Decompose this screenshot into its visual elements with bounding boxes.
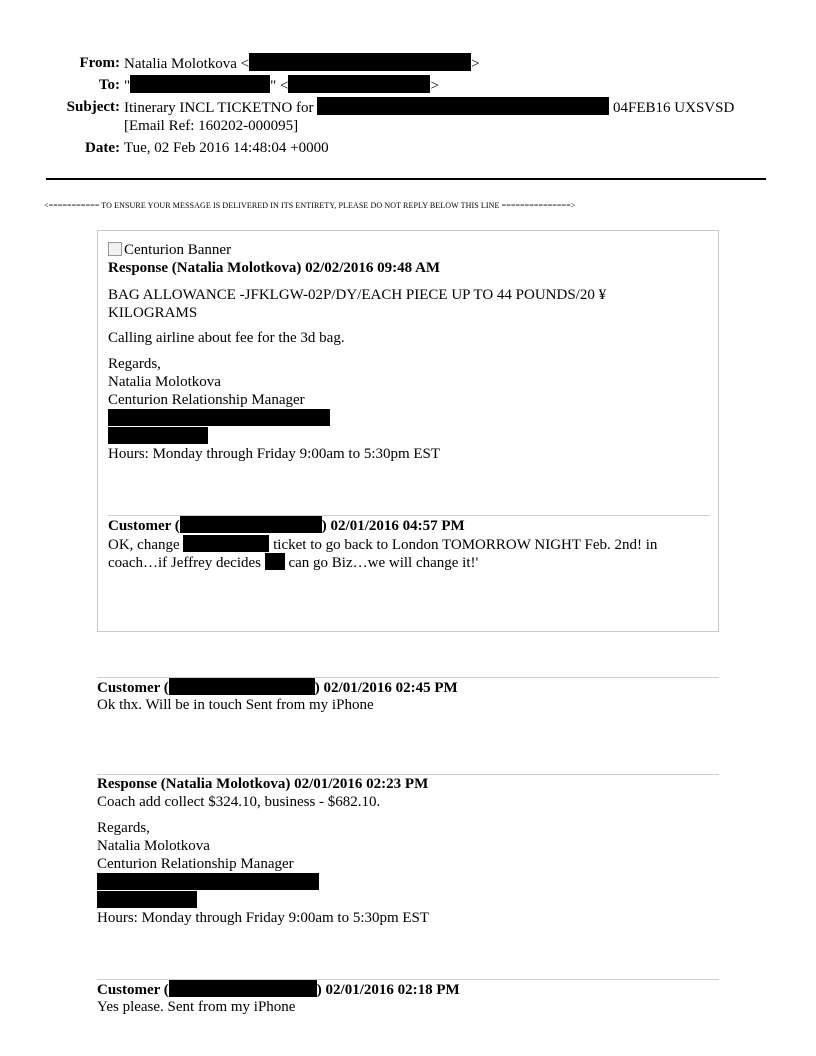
to-value bbox=[124, 75, 439, 96]
message-heading: Response (Natalia Molotkova) 02/01/2016 02:23 PM bbox=[97, 776, 429, 792]
to-row bbox=[0, 75, 816, 95]
subject-text: Itinerary INCL TICKETNO for bbox=[124, 100, 314, 116]
message-box bbox=[97, 230, 719, 632]
banner-alt-text: Centurion Banner bbox=[124, 242, 232, 258]
from-name: Natalia Molotkova < bbox=[124, 56, 250, 72]
from-end: > bbox=[471, 56, 480, 72]
subject-label: Subject: bbox=[66, 99, 120, 115]
heading-end: ) 02/01/2016 02:18 PM bbox=[316, 982, 460, 998]
message-heading bbox=[108, 516, 465, 535]
redaction-bar bbox=[97, 873, 319, 890]
message-text: ticket to go back to London TOMORROW NIGHT Feb. 2nd! in bbox=[273, 537, 658, 553]
to-end: > bbox=[430, 78, 439, 94]
signature-name: Natalia Molotkova bbox=[97, 838, 210, 854]
header-divider bbox=[46, 178, 766, 180]
date-row bbox=[0, 138, 816, 158]
message-line: KILOGRAMS bbox=[108, 305, 198, 321]
message-line: BAG ALLOWANCE -JFKLGW-02P/DY/EACH PIECE UP TO 44 POUNDS/20 ¥ bbox=[108, 287, 607, 303]
from-row bbox=[0, 53, 816, 73]
heading-start: Customer ( bbox=[97, 982, 169, 998]
message-text: OK, change bbox=[108, 537, 180, 553]
message-body: Calling airline about fee for the 3d bag. bbox=[108, 330, 345, 346]
message-heading bbox=[97, 678, 458, 697]
heading-end: ) 02/01/2016 04:57 PM bbox=[321, 518, 465, 534]
message-body: Coach add collect $324.10, business - $682.10. bbox=[97, 794, 381, 810]
subject-tail: 04FEB16 UXSVSD bbox=[613, 100, 735, 116]
message-line bbox=[108, 535, 657, 554]
message-text: coach…if Jeffrey decides bbox=[108, 555, 261, 571]
redaction-bar bbox=[130, 75, 270, 93]
subject-value bbox=[124, 97, 734, 118]
redaction-bar bbox=[288, 75, 430, 93]
heading-start: Customer ( bbox=[97, 680, 169, 696]
to-label: To: bbox=[98, 77, 120, 93]
signature-regards: Regards, bbox=[108, 356, 161, 372]
signature-title: Centurion Relationship Manager bbox=[108, 392, 305, 408]
heading-end: ) 02/01/2016 02:45 PM bbox=[314, 680, 458, 696]
to-quote-mid: " < bbox=[270, 78, 289, 94]
redaction-bar bbox=[249, 53, 471, 71]
message-body: Yes please. Sent from my iPhone bbox=[97, 999, 296, 1015]
redaction-bar bbox=[97, 891, 197, 908]
redaction-bar bbox=[108, 427, 208, 444]
redaction-bar bbox=[169, 678, 315, 695]
redaction-bar bbox=[108, 409, 330, 426]
redaction-bar bbox=[265, 553, 285, 570]
message-text: can go Biz…we will change it!' bbox=[288, 555, 479, 571]
signature-title: Centurion Relationship Manager bbox=[97, 856, 294, 872]
from-value bbox=[124, 53, 480, 74]
heading-start: Customer ( bbox=[108, 518, 180, 534]
broken-image-icon bbox=[108, 242, 122, 256]
signature-hours: Hours: Monday through Friday 9:00am to 5:30pm EST bbox=[97, 910, 430, 926]
banner-image bbox=[108, 241, 231, 259]
redaction-bar bbox=[180, 516, 322, 533]
redaction-bar bbox=[183, 535, 269, 552]
to-quote-open: " bbox=[124, 78, 131, 94]
message-heading bbox=[97, 980, 460, 999]
redaction-bar bbox=[317, 97, 609, 115]
subject-row bbox=[0, 97, 816, 117]
date-label: Date: bbox=[85, 140, 120, 156]
redaction-bar bbox=[169, 980, 317, 997]
signature-hours: Hours: Monday through Friday 9:00am to 5:30pm EST bbox=[108, 446, 441, 462]
from-label: From: bbox=[79, 55, 120, 71]
reply-notice: <=========== TO ENSURE YOUR MESSAGE IS DELIVERED IN ITS ENTIRETY, PLEASE DO NOT REPLY BELOW THIS LINE ===============> bbox=[44, 201, 576, 210]
signature-regards: Regards, bbox=[97, 820, 150, 836]
subject-ref: [Email Ref: 160202-000095] bbox=[124, 118, 299, 134]
subject-ref-row bbox=[0, 116, 816, 136]
date-value: Tue, 02 Feb 2016 14:48:04 +0000 bbox=[124, 140, 329, 156]
message-heading: Response (Natalia Molotkova) 02/02/2016 09:48 AM bbox=[108, 260, 441, 276]
signature-name: Natalia Molotkova bbox=[108, 374, 221, 390]
message-body: Ok thx. Will be in touch Sent from my iPhone bbox=[97, 697, 374, 713]
message-line bbox=[108, 553, 478, 572]
